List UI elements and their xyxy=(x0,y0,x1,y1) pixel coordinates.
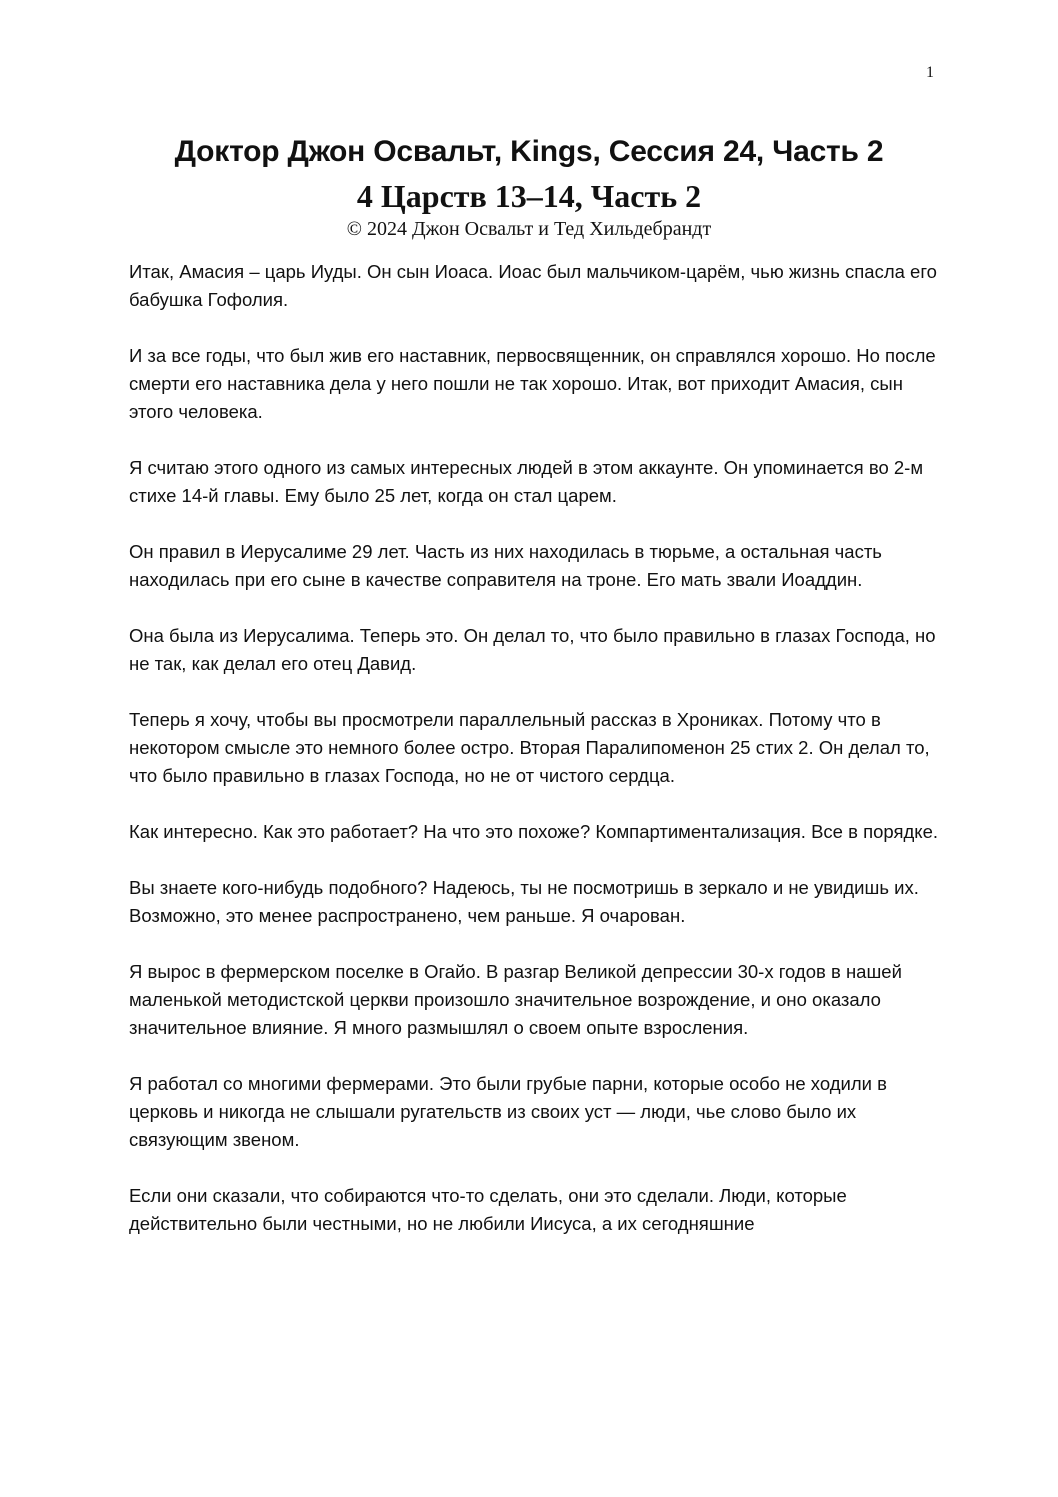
document-body xyxy=(129,258,939,1266)
paragraph: Он правил в Иерусалиме 29 лет. Часть из них находилась в тюрьме, а остальная часть находилась при его сыне в качестве соправителя на троне. Его мать звали Иоаддин. xyxy=(129,541,882,590)
paragraph: Я считаю этого одного из самых интересных людей в этом аккаунте. Он упоминается во 2-м стихе 14-й главы. Ему было 25 лет, когда он стал царем. xyxy=(129,457,924,506)
paragraph: Теперь я хочу, чтобы вы просмотрели параллельный рассказ в Хрониках. Потому что в некотором смысле это немного более остро. Вторая Паралипоменон 25 стих 2. Он делал то, что было правильно в глазах Господа, но не от чистого сердца. xyxy=(129,709,930,786)
page-subtitle: 4 Царств 13–14, Часть 2 xyxy=(356,178,702,214)
copyright-line: © 2024 Джон Освальт и Тед Хильдебрандт xyxy=(346,218,712,240)
page-title: Доктор Джон Освальт, Kings, Сессия 24, Часть 2 xyxy=(174,135,884,168)
paragraph: Как интересно. Как это работает? На что это похоже? Компартиментализация. Все в порядке. xyxy=(129,821,938,842)
paragraph: Если они сказали, что собираются что-то сделать, они это сделали. Люди, которые действительно были честными, но не любили Иисуса, а их сегодняшние xyxy=(129,1185,847,1234)
paragraph: Я вырос в фермерском поселке в Огайо. В разгар Великой депрессии 30-х годов в нашей маленькой методистской церкви произошло значительное возрождение, и оно оказало значительное влияние. Я много размышлял о своем опыте взросления. xyxy=(129,961,902,1038)
paragraph: Я работал со многими фермерами. Это были грубые парни, которые особо не ходили в церковь и никогда не слышали ругательств из своих уст — люди, чье слово было их связующим звеном. xyxy=(129,1073,887,1150)
paragraph: Итак, Амасия – царь Иуды. Он сын Иоаса. Иоас был мальчиком-царём, чью жизнь спасла его бабушка Гофолия. xyxy=(129,261,937,310)
paragraph: И за все годы, что был жив его наставник, первосвященник, он справлялся хорошо. Но после смерти его наставника дела у него пошли не так хорошо. Итак, вот приходит Амасия, сын этого человека. xyxy=(129,345,936,422)
paragraph: Вы знаете кого-нибудь подобного? Надеюсь, ты не посмотришь в зеркало и не увидишь их. Возможно, это менее распространено, чем раньше. Я очарован. xyxy=(129,877,919,926)
page-number: 1 xyxy=(926,64,934,81)
paragraph: Она была из Иерусалима. Теперь это. Он делал то, что было правильно в глазах Господа, но не так, как делал его отец Давид. xyxy=(129,625,936,674)
